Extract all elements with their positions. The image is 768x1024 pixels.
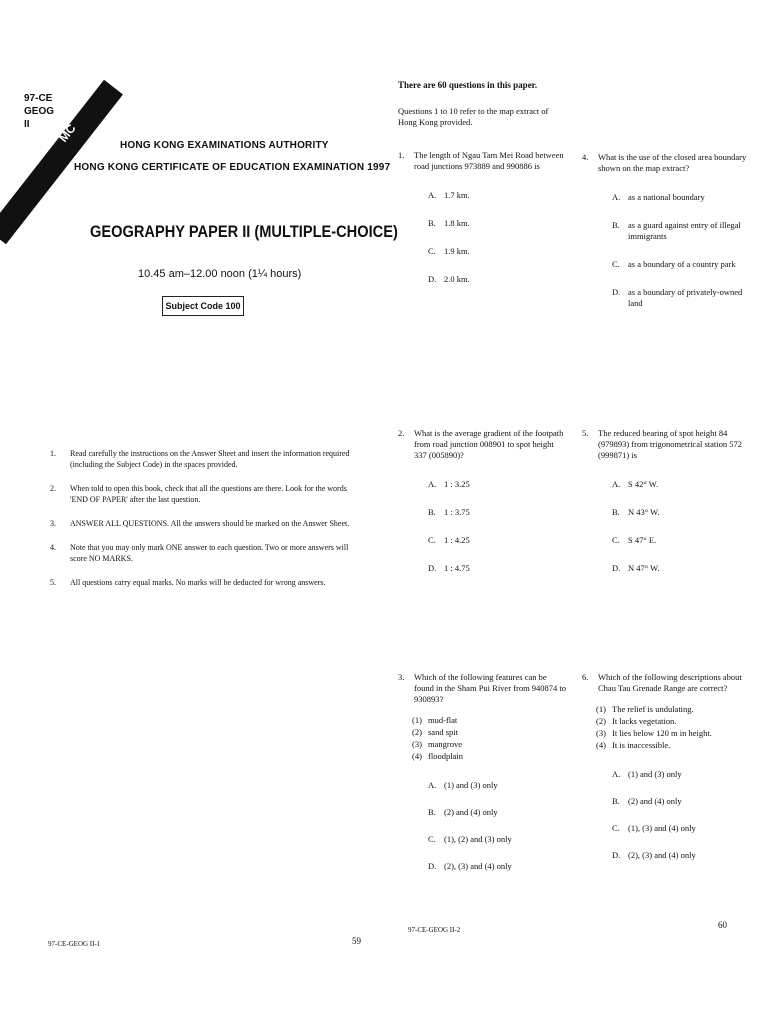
question-number: 1. <box>398 150 405 160</box>
question-6 <box>582 672 752 877</box>
question-number: 6. <box>582 672 589 682</box>
option-letter: B. <box>612 507 620 517</box>
answer-option <box>428 479 568 490</box>
option-letter: D. <box>428 563 437 573</box>
question-2 <box>398 428 568 591</box>
answer-option <box>428 535 568 546</box>
option-letter: A. <box>428 780 437 790</box>
instruction-number: 3. <box>50 519 56 528</box>
mc-label: MC <box>56 121 79 145</box>
answer-option <box>428 563 568 574</box>
answer-option <box>612 850 752 861</box>
option-letter: A. <box>428 190 437 200</box>
option-text: as a guard against entry of illegal immigrants <box>628 220 741 241</box>
option-letter: B. <box>428 807 436 817</box>
instruction-number: 1. <box>50 449 56 458</box>
option-text: 1 : 3.75 <box>444 507 470 517</box>
answer-option <box>612 507 752 518</box>
option-text: 1.9 km. <box>444 246 470 256</box>
paper-title: GEOGRAPHY PAPER II (MULTIPLE-CHOICE) <box>90 222 398 241</box>
statement-item <box>596 716 752 727</box>
answer-option <box>612 823 752 834</box>
option-text: (1) and (3) only <box>444 780 498 790</box>
statement-number: (3) <box>596 728 606 738</box>
option-letter: A. <box>612 479 621 489</box>
option-text: N 43° W. <box>628 507 660 517</box>
instruction-number: 2. <box>50 484 56 493</box>
option-text: 1.7 km. <box>444 190 470 200</box>
question-text: What is the use of the closed area boundary shown on the map extract? <box>598 152 747 173</box>
answer-option <box>612 287 752 309</box>
instruction-number: 4. <box>50 543 56 552</box>
question-text: Which of the following features can be found in the Sham Pui River from 940874 to 930893? <box>414 672 567 704</box>
option-letter: D. <box>428 861 437 871</box>
paper-code <box>24 92 54 131</box>
answer-option <box>612 259 752 270</box>
answer-option <box>612 192 752 203</box>
statement-text: floodplain <box>428 751 463 761</box>
option-text: (1), (3) and (4) only <box>628 823 696 833</box>
question-text: What is the average gradient of the footpath from road junction 008901 to spot height 337 (005890)? <box>414 428 564 460</box>
statement-number: (2) <box>412 727 422 737</box>
option-text: (2), (3) and (4) only <box>444 861 512 871</box>
option-letter: C. <box>428 246 436 256</box>
right-page-footer: 97-CE-GEOG II-2 <box>408 926 461 934</box>
paper-code-line: II <box>24 119 30 130</box>
statement-item <box>412 739 568 750</box>
map-reference-note: Questions 1 to 10 refer to the map extract of Hong Kong provided. <box>398 106 549 127</box>
option-letter: B. <box>612 220 620 230</box>
answer-option <box>612 535 752 546</box>
question-number: 2. <box>398 428 405 438</box>
question-4 <box>582 152 752 326</box>
instruction-text: All questions carry equal marks. No marks will be deducted for wrong answers. <box>70 578 326 587</box>
option-letter: D. <box>612 287 621 297</box>
statement-number: (3) <box>412 739 422 749</box>
instructions-list <box>50 448 360 601</box>
statement-item <box>596 704 752 715</box>
answer-option <box>428 218 568 229</box>
answer-option <box>612 796 752 807</box>
answer-option <box>428 834 568 845</box>
answer-option <box>428 861 568 872</box>
exam-name: HONG KONG CERTIFICATE OF EDUCATION EXAMINATION 1997 <box>74 162 391 173</box>
authority-name: HONG KONG EXAMINATIONS AUTHORITY <box>120 140 329 151</box>
statement-number: (1) <box>412 715 422 725</box>
option-letter: C. <box>612 535 620 545</box>
statement-number: (4) <box>412 751 422 761</box>
exam-time: 10.45 am–12.00 noon (1¼ hours) <box>138 268 302 280</box>
subject-code-box: Subject Code 100 <box>162 296 244 316</box>
answer-option <box>612 220 752 242</box>
option-letter: C. <box>428 834 436 844</box>
option-letter: C. <box>612 259 620 269</box>
instruction-item <box>50 518 360 529</box>
option-letter: A. <box>612 192 621 202</box>
option-letter: B. <box>428 507 436 517</box>
answer-option <box>428 274 568 285</box>
left-page-number: 59 <box>352 936 361 946</box>
question-text: The length of Ngau Tam Mei Road between road junctions 973889 and 990886 is <box>414 150 564 171</box>
statement-item <box>596 728 752 739</box>
statement-text: It is inaccessible. <box>612 740 671 750</box>
answer-option <box>428 807 568 818</box>
statement-item <box>412 715 568 726</box>
statement-text: The relief is undulating. <box>612 704 694 714</box>
answer-option <box>428 780 568 791</box>
option-text: as a boundary of a country park <box>628 259 736 269</box>
statement-text: It lies below 120 m in height. <box>612 728 712 738</box>
instruction-item <box>50 483 360 505</box>
answer-option <box>428 507 568 518</box>
option-letter: B. <box>612 796 620 806</box>
statement-number: (1) <box>596 704 606 714</box>
question-number: 3. <box>398 672 405 682</box>
statement-item <box>412 751 568 762</box>
instruction-number: 5. <box>50 578 56 587</box>
instruction-text: Read carefully the instructions on the Answer Sheet and insert the information required (including the Subject Code) in the spaces provided. <box>70 449 350 469</box>
paper-code-line: GEOG <box>24 106 55 117</box>
option-text: (2) and (4) only <box>628 796 682 806</box>
statement-text: It lacks vegetation. <box>612 716 677 726</box>
statement-text: mud-flat <box>428 715 458 725</box>
option-letter: D. <box>428 274 437 284</box>
option-text: 1 : 3.25 <box>444 479 470 489</box>
option-text: (1) and (3) only <box>628 769 682 779</box>
option-text: (1), (2) and (3) only <box>444 834 512 844</box>
instruction-text: When told to open this book, check that all the questions are there. Look for the words 'END OF PAPER' after the last question. <box>70 484 347 504</box>
instruction-text: Note that you may only mark ONE answer to each question. Two or more answers will score NO MARKS. <box>70 543 349 563</box>
question-text: The reduced bearing of spot height 84 (979893) from trigonometrical station 572 (999871) is <box>598 428 742 460</box>
question-count-note: There are 60 questions in this paper. <box>398 80 538 90</box>
question-text: Which of the following descriptions about Chau Tau Grenade Range are correct? <box>598 672 742 693</box>
instruction-item <box>50 448 360 470</box>
option-text: (2) and (4) only <box>444 807 498 817</box>
option-text: as a national boundary <box>628 192 705 202</box>
answer-option <box>428 190 568 201</box>
left-page-footer: 97-CE-GEOG II-1 <box>48 940 101 948</box>
option-text: as a boundary of privately-owned land <box>628 287 743 308</box>
answer-option <box>612 563 752 574</box>
option-text: (2), (3) and (4) only <box>628 850 696 860</box>
statement-item <box>412 727 568 738</box>
option-letter: C. <box>612 823 620 833</box>
option-text: 1.8 km. <box>444 218 470 228</box>
statement-number: (2) <box>596 716 606 726</box>
option-text: 2.0 km. <box>444 274 470 284</box>
option-letter: B. <box>428 218 436 228</box>
question-1 <box>398 150 568 302</box>
paper-code-line: 97-CE <box>24 93 53 104</box>
statement-number: (4) <box>596 740 606 750</box>
statement-item <box>596 740 752 751</box>
option-text: S 42° W. <box>628 479 659 489</box>
option-letter: A. <box>428 479 437 489</box>
option-letter: C. <box>428 535 436 545</box>
instruction-item <box>50 542 360 564</box>
option-letter: A. <box>612 769 621 779</box>
answer-option <box>428 246 568 257</box>
option-letter: D. <box>612 850 621 860</box>
question-5 <box>582 428 752 591</box>
question-number: 4. <box>582 152 589 162</box>
answer-option <box>612 479 752 490</box>
answer-option <box>612 769 752 780</box>
instruction-item <box>50 577 360 588</box>
option-text: N 47° W. <box>628 563 660 573</box>
statement-text: mangrove <box>428 739 462 749</box>
statement-text: sand spit <box>428 727 458 737</box>
question-3 <box>398 672 568 888</box>
option-text: 1 : 4.75 <box>444 563 470 573</box>
right-page-number: 60 <box>718 920 727 930</box>
option-text: S 47° E. <box>628 535 657 545</box>
question-number: 5. <box>582 428 589 438</box>
instruction-text: ANSWER ALL QUESTIONS. All the answers should be marked on the Answer Sheet. <box>70 519 350 528</box>
option-text: 1 : 4.25 <box>444 535 470 545</box>
option-letter: D. <box>612 563 621 573</box>
